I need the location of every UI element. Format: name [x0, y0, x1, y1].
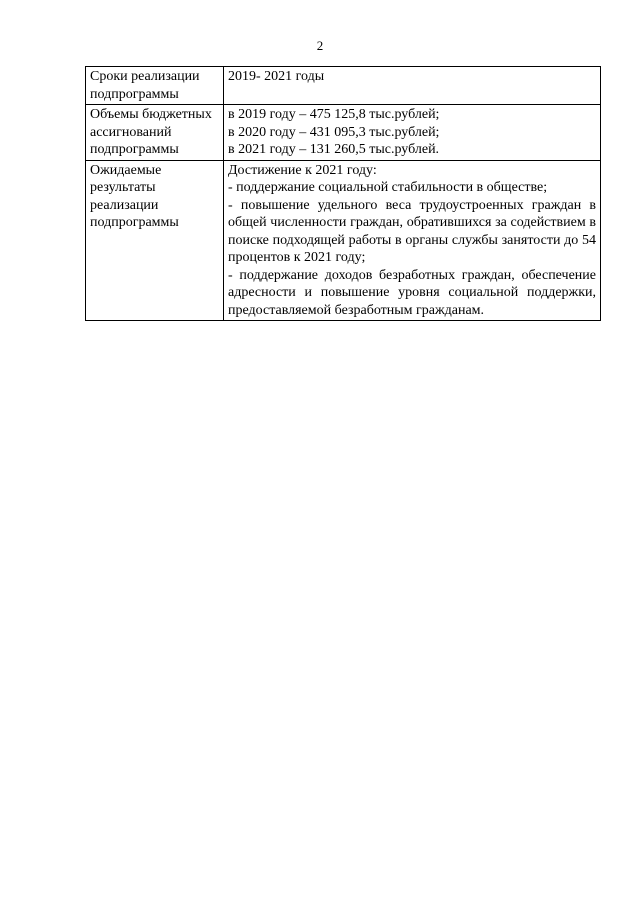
page-number: 2 [316, 38, 324, 53]
budget-2020: в 2020 году – 431 095,3 тыс.рублей; [228, 124, 440, 140]
timeframe-value: 2019- 2021 годы [228, 69, 325, 84]
table-row-expected-results [86, 160, 601, 321]
expected-result-item-1: - поддержание социальной стабильности в обществе; [228, 180, 548, 195]
subprogram-passport-table [85, 66, 601, 321]
budget-2021: в 2021 году – 131 260,5 тыс.рублей. [228, 142, 440, 157]
expected-results-intro: Достижение к 2021 году: [228, 162, 377, 178]
table-row-timeframe [86, 67, 601, 105]
expected-result-item-3: - поддержание доходов безработных граждан, обеспечение адресности и повышение уровня социальной поддержки, предоставляемой безработным гражданам. [228, 267, 596, 318]
timeframe-value-cell [224, 67, 601, 105]
budget-label: Объемы бюджетных ассигнований подпрограммы [86, 105, 224, 161]
budget-value-cell [224, 105, 601, 161]
expected-results-label: Ожидаемые результаты реализации подпрограммы [86, 160, 224, 321]
expected-result-item-2: - повышение удельного веса трудоустроенных граждан в общей численности граждан, обратившихся за содействием в поиске подходящей работы в органы службы занятости до 54 процентов к 2021 году; [228, 197, 596, 265]
timeframe-label: Сроки реализации подпрограммы [86, 67, 224, 105]
budget-2019: в 2019 году – 475 125,8 тыс.рублей; [228, 107, 440, 122]
expected-results-cell [224, 160, 601, 321]
table-row-budget [86, 105, 601, 161]
